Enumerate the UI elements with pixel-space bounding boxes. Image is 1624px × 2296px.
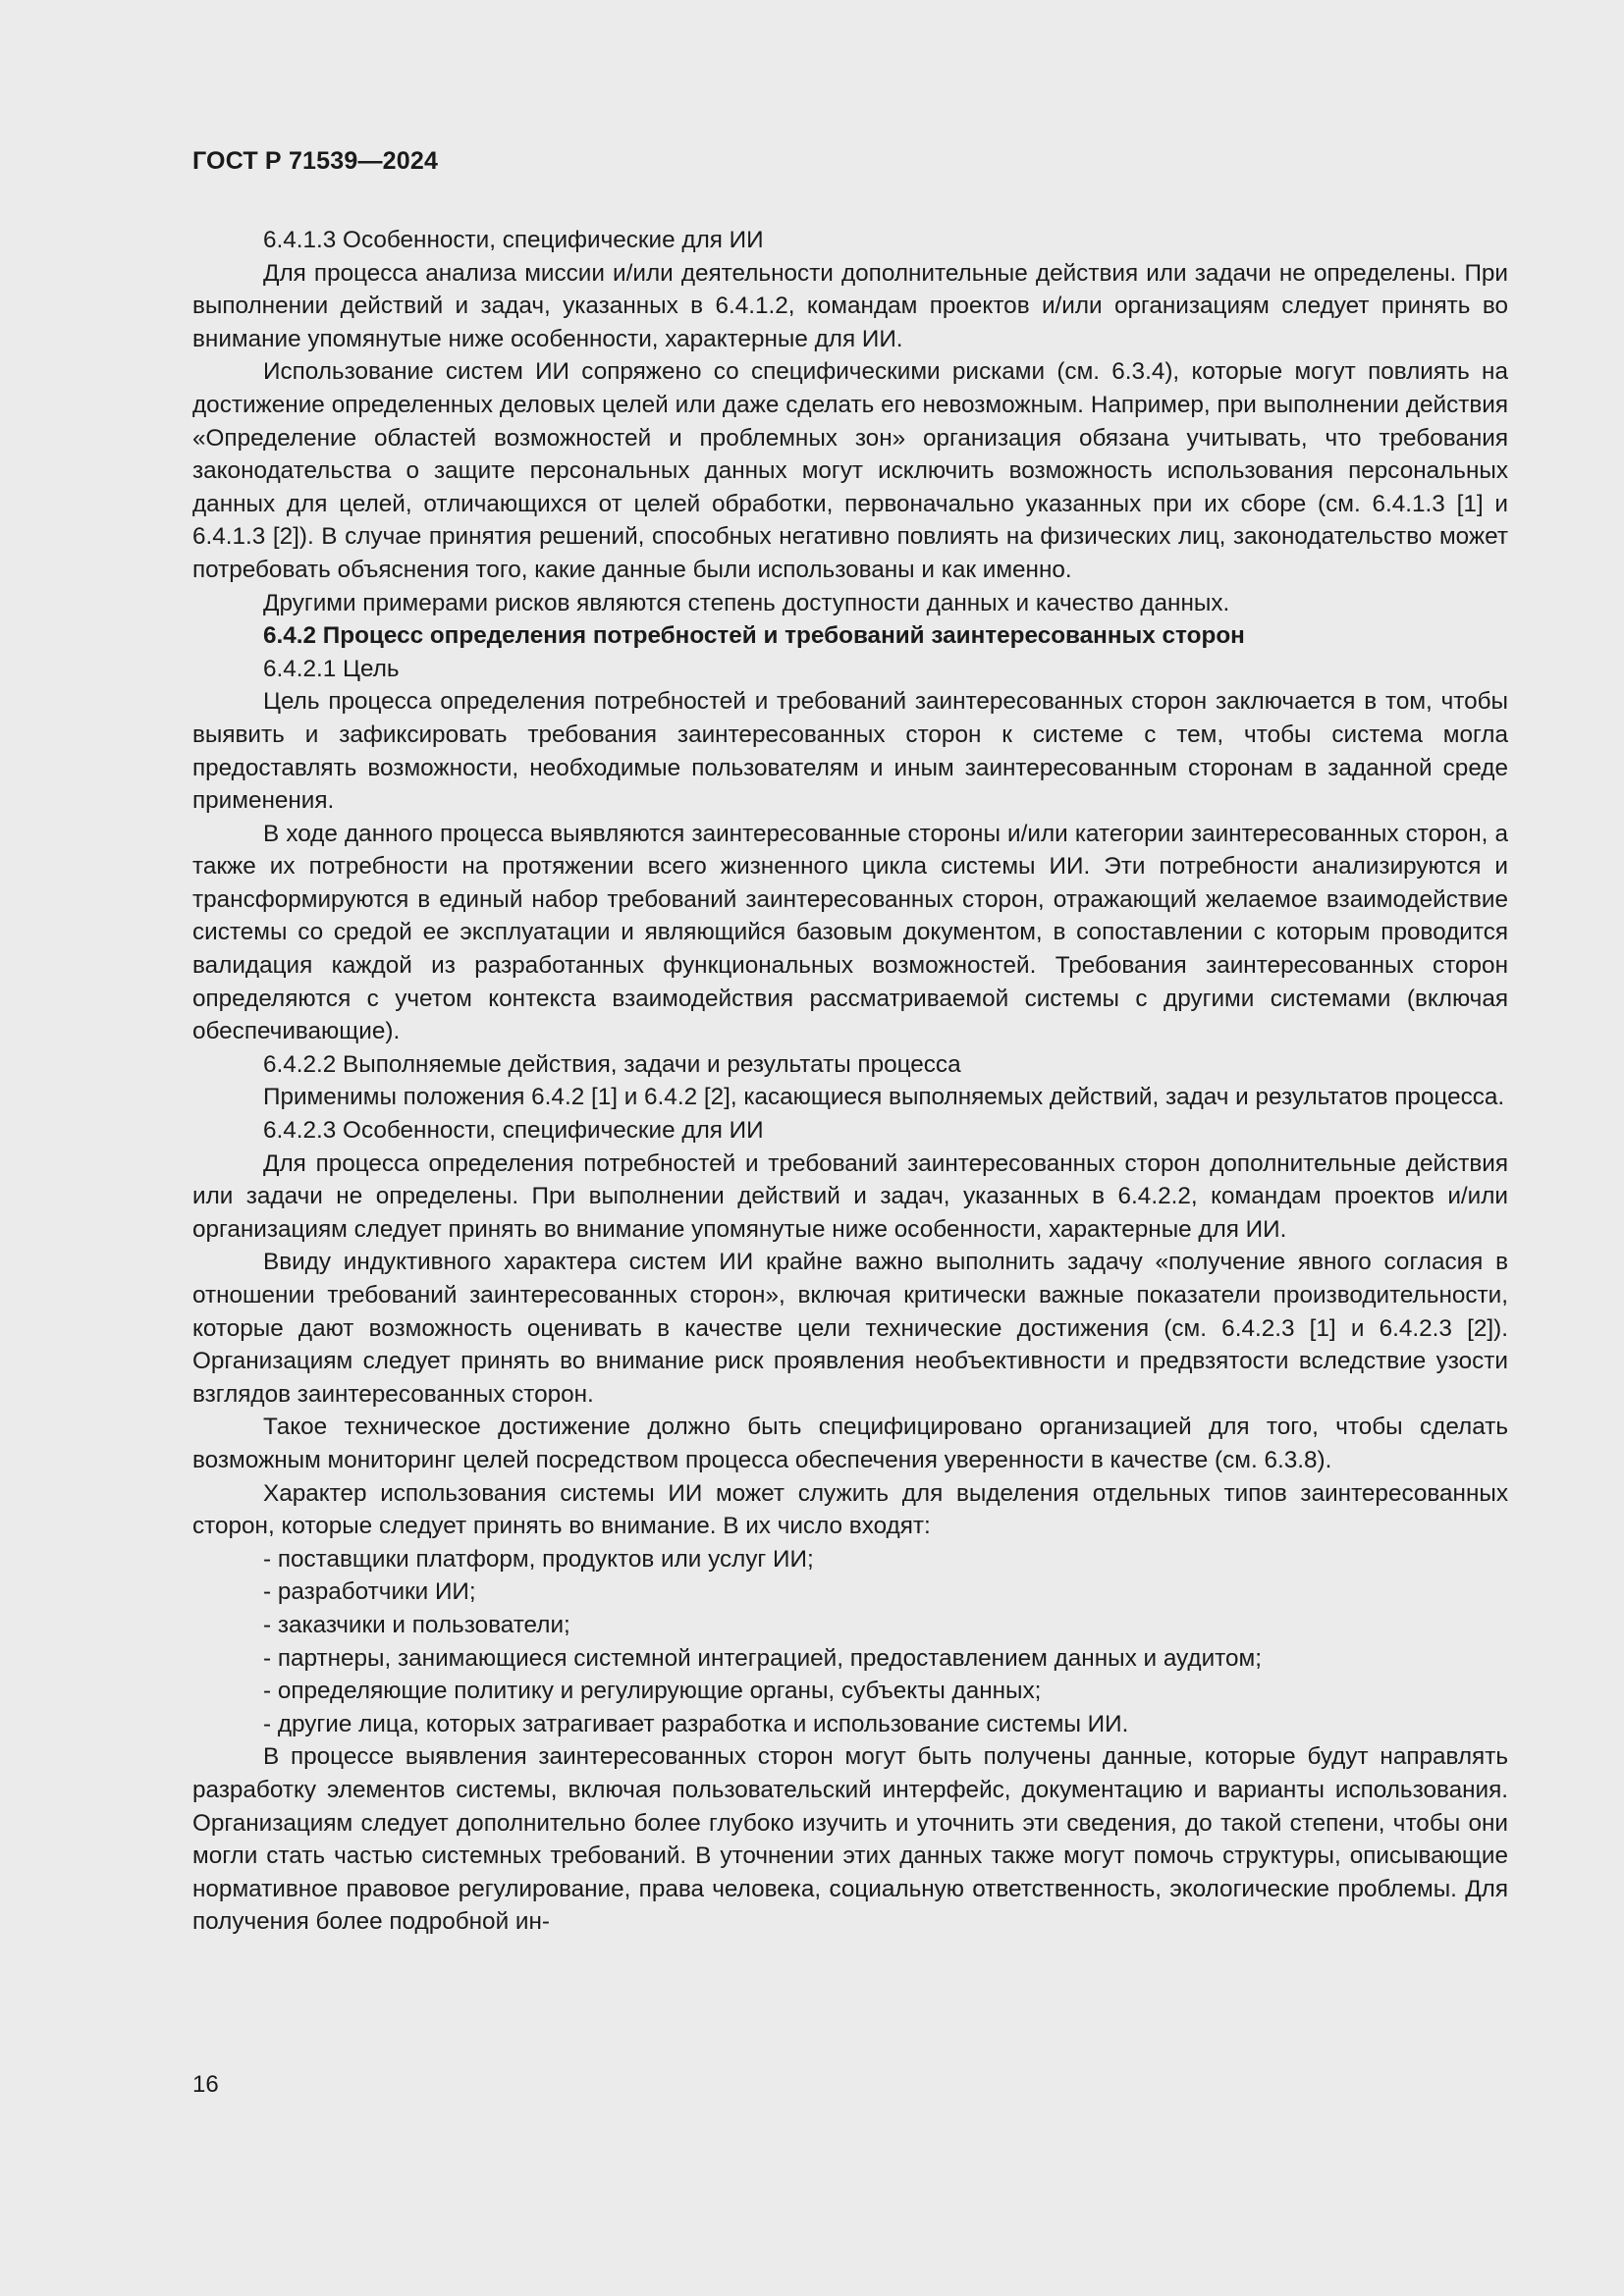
list-item: - партнеры, занимающиеся системной интеграцией, предоставлением данных и аудитом; xyxy=(263,1644,1262,1672)
document-header: ГОСТ Р 71539—2024 xyxy=(192,147,439,175)
paragraph: Другими примерами рисков являются степень доступности данных и качество данных. xyxy=(263,589,1230,616)
subsection-heading: 6.4.1.3 Особенности, специфические для ИИ xyxy=(263,227,764,253)
list-item: - определяющие политику и регулирующие органы, субъекты данных; xyxy=(263,1678,1042,1705)
paragraph: Применимы положения 6.4.2 [1] и 6.4.2 [2], касающиеся выполняемых действий, задач и результатов процесса. xyxy=(263,1084,1505,1111)
paragraph: Использование систем ИИ сопряжено со специфическими рисками (см. 6.3.4), которые могут повлиять на достижение определенных деловых целей или даже сделать его невозможным. Например, при выполнении действия «Определение областей возможностей и проблемных зон» организация обязана учитывать, что требования законодательства о защите персональных данных могут исключить возможность использования персональных данных для целей, отличающихся от целей обработки, первоначально указанных при их сборе (см. 6.4.1.3 [1] и 6.4.1.3 [2]). В случае принятия решений, способных негативно повлиять на физических лиц, законодательство может потребовать объяснения того, какие данные были использованы и как именно. xyxy=(192,358,1508,583)
page-number: 16 xyxy=(192,2071,219,2098)
paragraph: Цель процесса определения потребностей и требований заинтересованных сторон заключается в том, чтобы выявить и зафиксировать требования заинтересованных сторон к системе с тем, чтобы система могла предоставлять возможности, необходимые пользователям и иным заинтересованным сторонам в заданной среде применения. xyxy=(192,688,1508,815)
paragraph: В процессе выявления заинтересованных сторон могут быть получены данные, которые будут направлять разработку элементов системы, включая пользовательский интерфейс, документацию и варианты использования. Организациям следует дополнительно более глубоко изучить и уточнить эти сведения, до такой степени, чтобы они могли стать частью системных требований. В уточнении этих данных также могут помочь структуры, описывающие нормативное правовое регулирование, права человека, социальную ответственность, экологические проблемы. Для получения более подробной ин- xyxy=(192,1743,1508,1936)
document-body xyxy=(192,224,1508,1939)
subsection-heading: 6.4.2.2 Выполняемые действия, задачи и результаты процесса xyxy=(263,1050,961,1078)
list-item: - разработчики ИИ; xyxy=(263,1578,476,1606)
section-heading: 6.4.2 Процесс определения потребностей и требований заинтересованных сторон xyxy=(263,622,1245,650)
list-item: - заказчики и пользователи; xyxy=(263,1611,570,1638)
subsection-heading: 6.4.2.1 Цель xyxy=(263,655,400,682)
list-item: - поставщики платформ, продуктов или услуг ИИ; xyxy=(263,1545,814,1573)
paragraph: Такое техническое достижение должно быть специфицировано организацией для того, чтобы сделать возможным мониторинг целей посредством процесса обеспечения уверенности в качестве (см. 6.3.8). xyxy=(192,1414,1508,1473)
paragraph: В ходе данного процесса выявляются заинтересованные стороны и/или категории заинтересованных сторон, а также их потребности на протяжении всего жизненного цикла системы ИИ. Эти потребности анализируются и трансформируются в единый набор требований заинтересованных сторон, отражающий желаемое взаимодействие системы со средой ее эксплуатации и являющийся базовым документом, в сопоставлении с которым проводится валидация каждой из разработанных функциональных возможностей. Требования заинтересованных сторон определяются с учетом контекста взаимодействия рассматриваемой системы с другими системами (включая обеспечивающие). xyxy=(192,820,1508,1045)
list-item: - другие лица, которых затрагивает разработка и использование системы ИИ. xyxy=(263,1710,1129,1737)
paragraph: Для процесса анализа миссии и/или деятельности дополнительные действия или задачи не определены. При выполнении действий и задач, указанных в 6.4.1.2, командам проектов и/или организациям следует принять во внимание упомянутые ниже особенности, характерные для ИИ. xyxy=(192,259,1508,352)
paragraph: Ввиду индуктивного характера систем ИИ крайне важно выполнить задачу «получение явного согласия в отношении требований заинтересованных сторон», включая критически важные показатели производительности, которые дают возможность оценивать в качестве цели технические достижения (см. 6.4.2.3 [1] и 6.4.2.3 [2]). Организациям следует принять во внимание риск проявления необъективности и предвзятости вследствие узости взглядов заинтересованных сторон. xyxy=(192,1249,1508,1408)
subsection-heading: 6.4.2.3 Особенности, специфические для ИИ xyxy=(263,1117,764,1145)
paragraph: Характер использования системы ИИ может служить для выделения отдельных типов заинтересованных сторон, которые следует принять во внимание. В их число входят: xyxy=(192,1479,1508,1540)
paragraph: Для процесса определения потребностей и требований заинтересованных сторон дополнительные действия или задачи не определены. При выполнении действий и задач, указанных в 6.4.2.2, командам проектов и/или организациям следует принять во внимание упомянутые ниже особенности, характерные для ИИ. xyxy=(192,1149,1508,1243)
